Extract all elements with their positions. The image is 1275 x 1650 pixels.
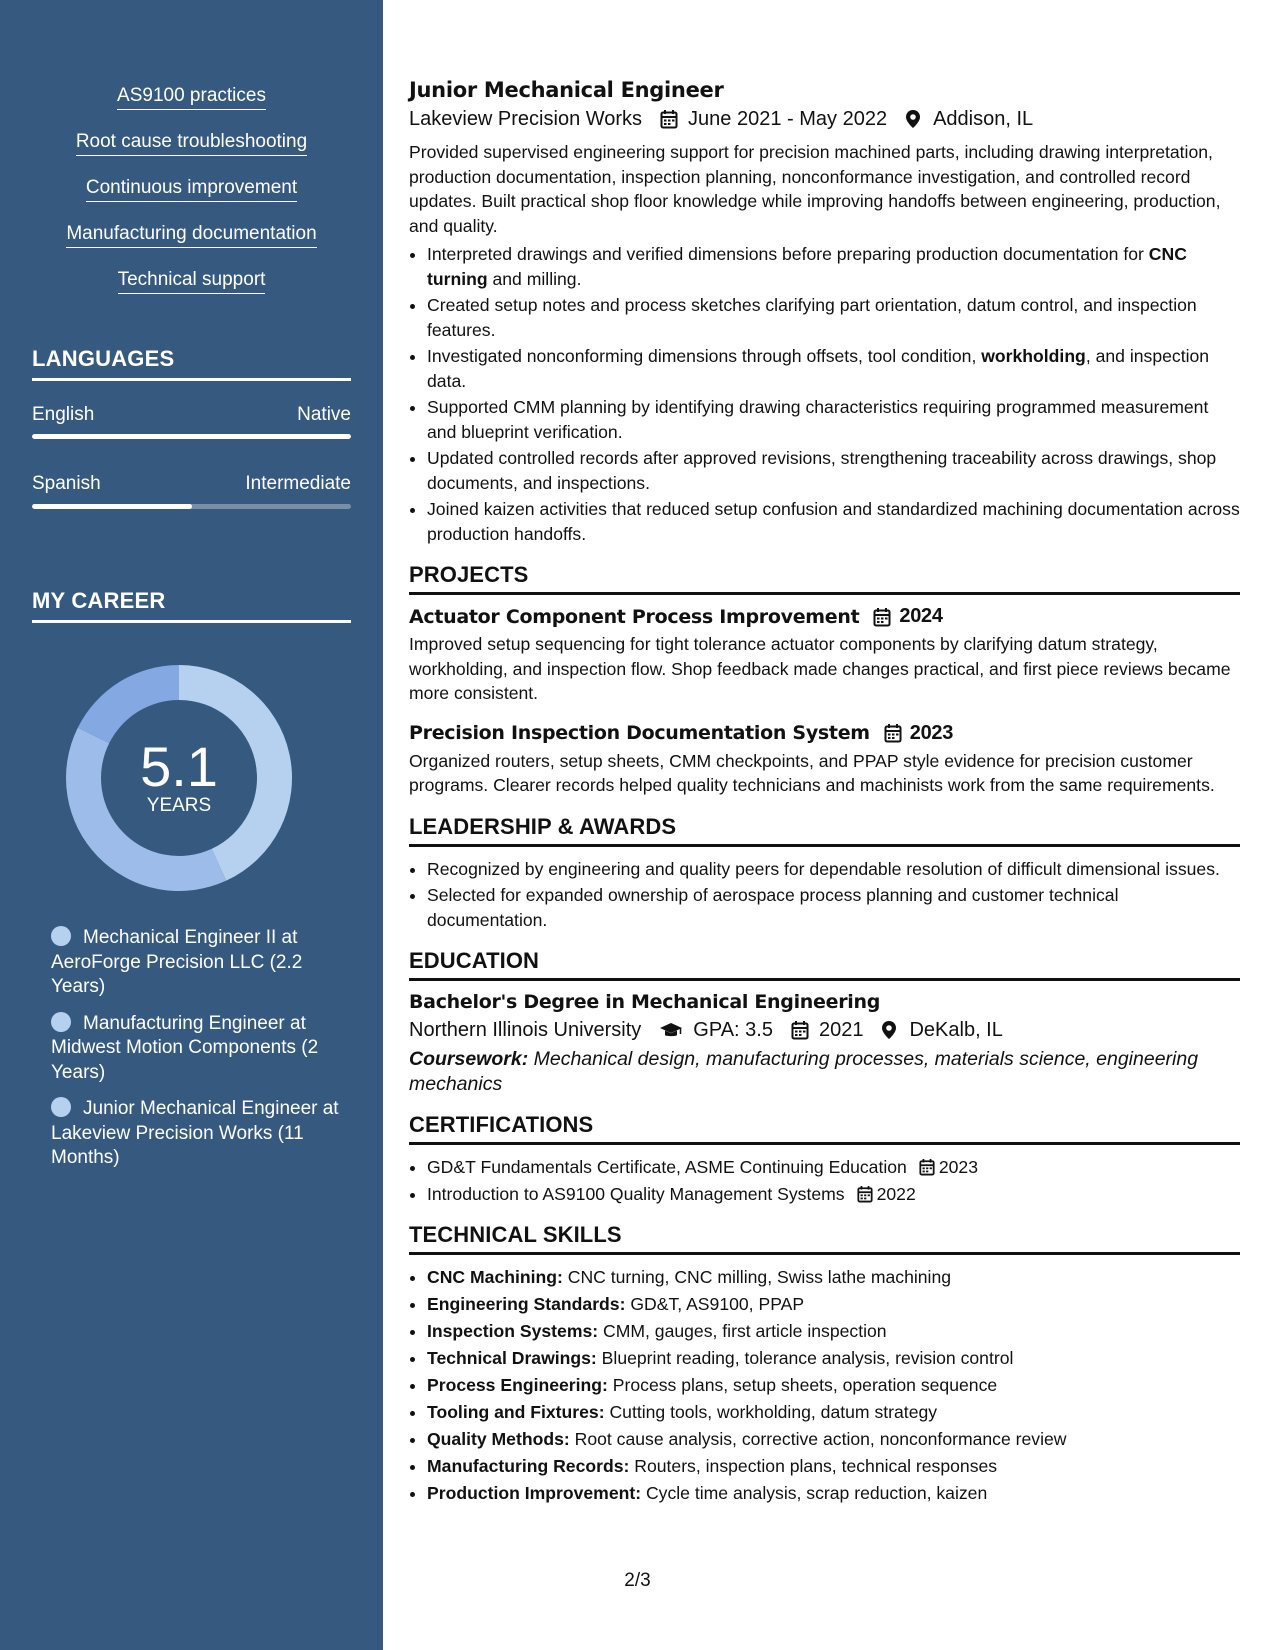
career-list <box>51 926 341 1183</box>
language-level: Intermediate <box>245 473 351 494</box>
coursework-label: Coursework: <box>409 1048 529 1070</box>
language-level: Native <box>297 404 351 425</box>
leadership-item: • Recognized by engineering and quality peers for dependable resolution of difficult dimensional issues. <box>427 857 1240 882</box>
skill-label: Engineering Standards: <box>427 1294 626 1314</box>
technical-skill-item <box>427 1319 1240 1344</box>
project-year: 2024 <box>899 605 943 627</box>
degree-title: Bachelor's Degree in Mechanical Engineering <box>409 991 881 1013</box>
career-item-text: Junior Mechanical Engineer at Lakeview Precision Works (11 Months) <box>51 1098 339 1168</box>
location-pin-icon <box>881 1020 899 1040</box>
calendar-icon <box>919 1158 935 1176</box>
skill-value: Cutting tools, workholding, datum strategy <box>604 1402 938 1422</box>
technical-skill-item <box>427 1265 1240 1290</box>
skill-label: Production Improvement: <box>427 1483 642 1503</box>
projects-heading: PROJECTS <box>409 562 1240 595</box>
skill-label: Manufacturing Records: <box>427 1456 630 1476</box>
career-years-value: 5.1 <box>140 734 218 798</box>
certification-name: • GD&T Fundamentals Certificate, ASME Continuing Education <box>427 1157 907 1177</box>
career-heading: MY CAREER <box>32 588 351 623</box>
sidebar <box>0 0 383 1650</box>
coursework-text: Mechanical design, manufacturing processes, materials science, engineering mechanics <box>409 1048 1199 1095</box>
project-year: 2023 <box>909 721 954 744</box>
career-item-text: Manufacturing Engineer at Midwest Motion Components (2 Years) <box>51 1012 319 1083</box>
leadership-heading: LEADERSHIP & AWARDS <box>409 814 1240 847</box>
technical-skills-list <box>409 1265 1240 1506</box>
job-title: Junior Mechanical Engineer <box>409 78 724 102</box>
job-location: Addison, IL <box>933 108 1034 130</box>
skill-value: Routers, inspection plans, technical responses <box>629 1456 998 1476</box>
calendar-icon <box>873 607 891 627</box>
bullet-text: Investigated nonconforming dimensions through offsets, tool condition, <box>427 346 982 366</box>
skill-value: Root cause analysis, corrective action, nonconformance review <box>569 1429 1067 1449</box>
job-summary: Provided supervised engineering support for precision machined parts, including drawing interpretation, production documentation, inspection planning, nonconformance investigation, and controlled record updates. Built practical shop floor knowledge while improving handoffs between engineering, production, and quality. <box>409 142 1221 236</box>
career-item <box>51 926 341 1000</box>
technical-skill-item <box>427 1346 1240 1371</box>
skill-item: AS9100 practices <box>117 84 266 110</box>
job-company: Lakeview Precision Works <box>409 108 643 130</box>
skill-value: CNC turning, CNC milling, Swiss lathe machining <box>562 1267 952 1287</box>
leadership-item: • Selected for expanded ownership of aerospace process planning and customer technical documentation. <box>427 883 1240 932</box>
skill-label: Technical Drawings: <box>427 1348 597 1368</box>
language-bar-fill <box>32 434 351 439</box>
skill-value: Blueprint reading, tolerance analysis, revision control <box>596 1348 1014 1368</box>
calendar-icon <box>791 1020 809 1040</box>
calendar-icon <box>660 109 678 129</box>
gpa: GPA: 3.5 <box>693 1019 773 1041</box>
job-dates: June 2021 - May 2022 <box>688 108 888 130</box>
language-row-english <box>32 404 351 426</box>
technical-skill-item <box>427 1454 1240 1479</box>
career-donut-segment-3 <box>78 665 179 743</box>
career-donut-svg <box>66 665 292 891</box>
bullet-text: and milling. <box>487 268 582 289</box>
skill-item: Root cause troubleshooting <box>76 130 307 156</box>
certifications-heading: CERTIFICATIONS <box>409 1112 1240 1145</box>
graduation-year: 2021 <box>818 1019 864 1041</box>
skill-value: Process plans, setup sheets, operation sequence <box>607 1375 998 1395</box>
skill-value: GD&T, AS9100, PPAP <box>625 1294 805 1314</box>
job-bullet: • Supported CMM planning by identifying drawing characteristics requiring programmed measurement and blueprint verification. <box>427 395 1240 444</box>
bullet-bold: workholding <box>981 346 1086 366</box>
skill-item: Technical support <box>118 268 266 294</box>
language-row-spanish <box>32 473 351 495</box>
career-donut-chart <box>66 665 292 891</box>
skill-value: Cycle time analysis, scrap reduction, kaizen <box>641 1483 988 1503</box>
job-bullet: • Joined kaizen activities that reduced setup confusion and standardized machining documentation across production handoffs. <box>427 497 1240 546</box>
certification-year: 2022 <box>876 1183 916 1204</box>
job-bullet: • Created setup notes and process sketches clarifying part orientation, datum control, and inspection features. <box>427 293 1240 342</box>
project-title-row <box>409 722 1240 745</box>
skill-label: Process Engineering: <box>427 1375 608 1395</box>
technical-skill-item <box>427 1400 1240 1425</box>
career-dot-icon <box>51 1012 71 1032</box>
coursework <box>409 1047 1240 1096</box>
project-title: Actuator Component Process Improvement <box>409 605 860 628</box>
bullet-bold: CNC turning <box>427 244 1187 289</box>
career-years-unit: YEARS <box>146 795 212 816</box>
job-meta <box>409 106 1240 132</box>
project-description: Improved setup sequencing for tight tolerance actuator components by clarifying datum strategy, workholding, and inspection flow. Shop feedback made changes practical, and first piece reviews became more consistent. <box>409 634 1231 703</box>
project-description: Organized routers, setup sheets, CMM checkpoints, and PPAP style evidence for precision customer programs. Clearer records helped quality technicians and machinists work from the same requirements. <box>409 750 1215 795</box>
job-bullet: • Updated controlled records after approved revisions, strengthening traceability across drawings, shop documents, and inspections. <box>427 446 1240 495</box>
project-title: Precision Inspection Documentation System <box>409 722 870 744</box>
technical-skills-heading: TECHNICAL SKILLS <box>409 1222 1240 1255</box>
location-pin-icon <box>905 109 923 129</box>
career-dot-icon <box>51 1097 71 1117</box>
language-name: English <box>32 404 95 425</box>
skill-label: Inspection Systems: <box>427 1321 599 1341</box>
school-location: DeKalb, IL <box>909 1019 1003 1041</box>
technical-skill-item <box>427 1481 1240 1506</box>
technical-skill-item <box>427 1373 1240 1398</box>
certification-item <box>427 1182 1240 1207</box>
page-number: 2/3 <box>624 1570 651 1591</box>
project-title-row <box>409 605 1240 628</box>
job-bullet <box>427 344 1240 393</box>
career-dot-icon <box>51 926 71 946</box>
certification-item <box>427 1155 1240 1180</box>
language-bar-fill <box>32 504 192 509</box>
graduation-cap-icon <box>659 1020 683 1040</box>
certification-name: • Introduction to AS9100 Quality Management Systems <box>427 1183 845 1204</box>
languages-heading: LANGUAGES <box>32 346 351 381</box>
calendar-icon <box>857 1185 873 1203</box>
skill-list <box>0 84 383 314</box>
calendar-icon <box>884 723 902 743</box>
job-bullets <box>409 242 1240 546</box>
skill-label: Quality Methods: <box>427 1429 570 1449</box>
skill-item: Manufacturing documentation <box>66 222 316 248</box>
technical-skill-item <box>427 1427 1240 1452</box>
bullet-text: , and inspection data. <box>427 346 1210 391</box>
bullet-text: Interpreted drawings and verified dimensions before preparing production documentation for <box>427 244 1149 264</box>
language-bar-spanish <box>32 504 351 509</box>
certification-year: 2023 <box>938 1157 978 1177</box>
career-item <box>51 1097 341 1171</box>
skill-value: CMM, gauges, first article inspection <box>598 1321 887 1341</box>
main-content <box>409 78 1240 1508</box>
skill-item: Continuous improvement <box>86 176 297 202</box>
education-heading: EDUCATION <box>409 948 1240 981</box>
leadership-list <box>409 857 1240 933</box>
career-item-text: Mechanical Engineer II at AeroForge Precision LLC (2.2 Years) <box>51 927 303 997</box>
career-item <box>51 1012 341 1086</box>
technical-skill-item <box>427 1292 1240 1317</box>
school-name: Northern Illinois University <box>409 1019 642 1041</box>
job-bullet <box>427 242 1240 291</box>
skill-label: Tooling and Fixtures: <box>427 1402 605 1422</box>
language-bar-english <box>32 434 351 439</box>
skill-label: CNC Machining: <box>427 1267 563 1287</box>
education-meta <box>409 1017 1240 1043</box>
certifications-list <box>409 1155 1240 1206</box>
language-name: Spanish <box>32 473 101 494</box>
